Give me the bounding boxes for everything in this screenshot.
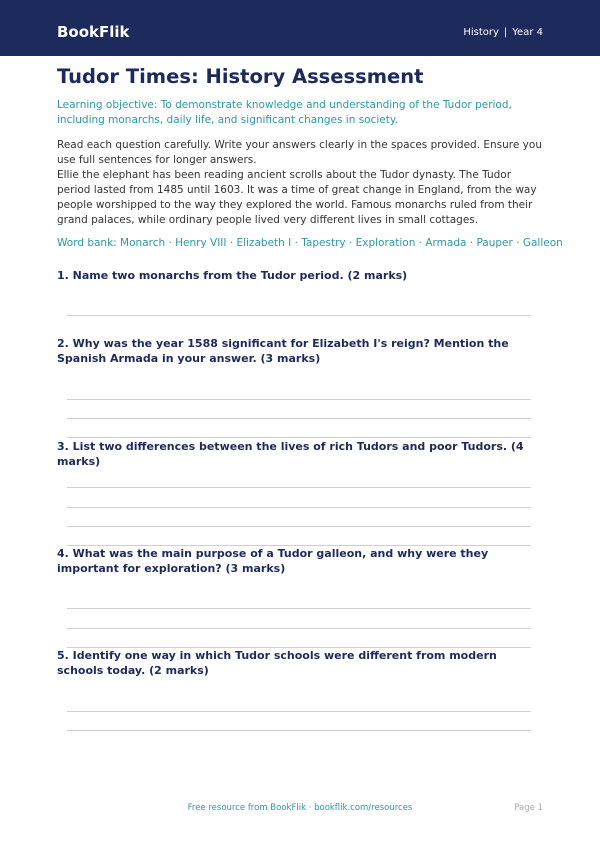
question-3: 3. List two differences between the lives of rich Tudors and poor Tudors. (4 marks) <box>57 440 524 468</box>
page-header <box>0 0 600 56</box>
answer-line[interactable] <box>67 608 531 609</box>
subject-year-label <box>463 26 543 40</box>
answer-line[interactable] <box>67 315 531 316</box>
question-5: 5. Identify one way in which Tudor schools were different from modern schools today. (2 marks) <box>57 649 497 677</box>
separator: | <box>503 27 508 38</box>
question-1: 1. Name two monarchs from the Tudor period. (2 marks) <box>57 269 408 282</box>
page-title: Tudor Times: History Assessment <box>57 65 424 88</box>
answer-line[interactable] <box>67 526 531 527</box>
question-4: 4. What was the main purpose of a Tudor galleon, and why were they important for exploration? (3 marks) <box>57 547 489 575</box>
answer-line[interactable] <box>67 730 531 731</box>
learning-objective: Learning objective: To demonstrate knowledge and understanding of the Tudor period, including monarchs, daily life, and significant changes in society. <box>57 99 512 126</box>
answer-line[interactable] <box>67 418 531 419</box>
brand-logo: BookFlik <box>57 23 130 41</box>
answer-line[interactable] <box>67 487 531 488</box>
question-2: 2. Why was the year 1588 significant for Elizabeth I's reign? Mention the Spanish Armada in your answer. (3 marks) <box>57 337 509 365</box>
answer-line[interactable] <box>67 628 531 629</box>
page-number: Page 1 <box>514 803 543 813</box>
footer-credit[interactable]: Free resource from BookFlik · bookflik.com/resources <box>187 803 413 813</box>
answer-line[interactable] <box>67 437 531 438</box>
story-text: Ellie the elephant has been reading ancient scrolls about the Tudor dynasty. The Tudor period lasted from 1485 until 1603. It was a time of great change in England, from the way people worshipped to the way they explored the world. Famous monarchs ruled from their grand palaces, while ordinary people lived very different lives in small cottages. <box>57 169 537 226</box>
word-bank: Word bank: Monarch · Henry VIII · Elizabeth I · Tapestry · Exploration · Armada · Pauper · Galleon <box>57 237 563 249</box>
subject-label: History <box>463 27 499 38</box>
answer-line[interactable] <box>67 711 531 712</box>
answer-line[interactable] <box>67 399 531 400</box>
answer-line[interactable] <box>67 507 531 508</box>
year-label: Year 4 <box>512 27 543 38</box>
instructions: Read each question carefully. Write your answers clearly in the spaces provided. Ensure you use full sentences for longer answers. <box>57 139 542 166</box>
